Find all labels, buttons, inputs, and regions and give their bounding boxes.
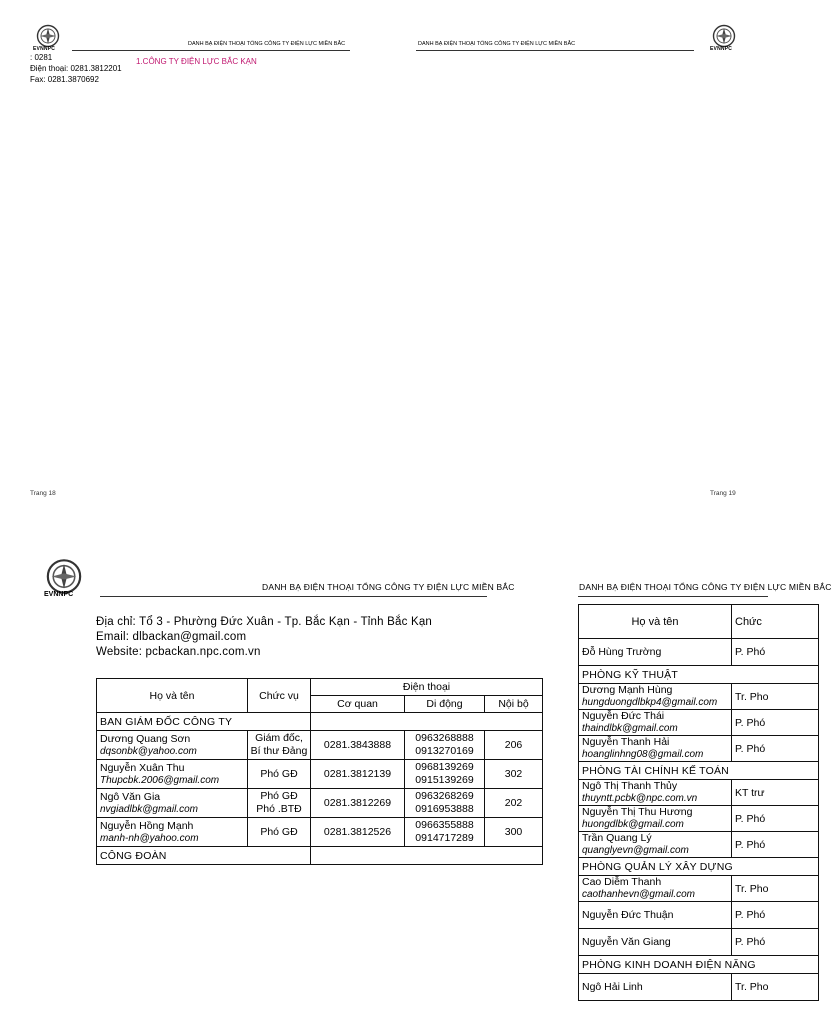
logo-text: EVNNPC	[710, 46, 733, 52]
person-cell	[579, 684, 732, 710]
table-row	[579, 710, 819, 736]
person-email: hungduongdlbkp4@gmail.com	[582, 697, 718, 708]
person-name: Ngô Thị Thanh Thủy	[582, 780, 678, 792]
person-position: Tr. Pho	[732, 974, 819, 1001]
person-name: Nguyễn Thanh Hải	[582, 736, 670, 748]
section-row	[579, 666, 819, 684]
person-name: Trần Quang Lý	[582, 832, 652, 844]
logo-text: EVNNPC	[33, 46, 56, 52]
section-title: 1.CÔNG TY ĐIỆN LỰC BẮC KẠN	[136, 57, 257, 66]
col-header-position: Chức	[732, 605, 819, 639]
header-title-left: DANH BẠ ĐIỆN THOẠI TỔNG CÔNG TY ĐIỆN LỰC MIỀN BẮC	[188, 41, 346, 47]
person-name: Nguyễn Thị Thu Hương	[582, 806, 693, 818]
person-position-2: Bí thư Đảng	[250, 745, 308, 757]
person-name: Nguyễn Văn Giang	[582, 935, 671, 948]
table-row	[579, 736, 819, 762]
table-row	[579, 974, 819, 1001]
person-cell	[579, 876, 732, 902]
right-table-clip	[578, 604, 768, 1024]
person-position: P. Phó	[732, 710, 819, 736]
table-row	[579, 639, 819, 666]
person-email: hoanglinhng08@gmail.com	[582, 749, 704, 760]
person-name: Ngô Văn Gia	[100, 790, 161, 803]
col-header-name: Họ và tên	[579, 605, 732, 639]
person-name: Nguyễn Hồng Mạnh	[100, 819, 194, 832]
person-email: caothanhevn@gmail.com	[582, 889, 695, 900]
internal-phone: 300	[485, 818, 543, 847]
table-row	[579, 832, 819, 858]
person-cell	[579, 736, 732, 762]
person-email: thaindlbk@gmail.com	[582, 723, 678, 734]
header-rule	[100, 596, 487, 597]
phone-line: Điện thoại: 0281.3812201	[30, 64, 122, 73]
email: Email: dlbackan@gmail.com	[96, 631, 247, 643]
person-cell	[579, 929, 732, 956]
header-title: DANH BẠ ĐIỆN THOẠI TỔNG CÔNG TY ĐIỆN LỰC MIỀN BẮC	[262, 582, 515, 592]
office-phone: 0281.3812269	[311, 789, 405, 818]
fax-line: Fax: 0281.3870692	[30, 75, 99, 84]
col-header-phone: Điện thoại	[311, 679, 543, 696]
table-row	[579, 780, 819, 806]
person-email: thuyntt.pcbk@npc.com.vn	[582, 793, 698, 804]
mobile-phone-2: 0915139269	[415, 774, 474, 786]
person-position: P. Phó	[732, 806, 819, 832]
person-name: Cao Diễm Thanh	[582, 876, 662, 888]
office-phone: 0281.3843888	[311, 731, 405, 760]
person-name: Nguyễn Xuân Thu	[100, 761, 185, 774]
office-phone: 0281.3812526	[311, 818, 405, 847]
col-header-mobile: Di động	[405, 696, 485, 713]
header-title-right: DANH BẠ ĐIỆN THOẠI TỔNG CÔNG TY ĐIỆN LỰC MIỀN BẮC	[579, 582, 832, 592]
table-row	[97, 760, 543, 789]
person-email: nvgiadlbk@gmail.com	[100, 803, 198, 815]
person-name: Dương Quang Sơn	[100, 732, 191, 745]
person-position: P. Phó	[732, 832, 819, 858]
mobile-phone-2: 0913270169	[415, 745, 474, 757]
right-contact-table	[578, 604, 819, 1001]
person-cell	[579, 902, 732, 929]
person-position: Phó GĐ	[260, 825, 298, 838]
person-cell	[579, 806, 732, 832]
person-cell	[579, 780, 732, 806]
address: Địa chỉ: Tổ 3 - Phường Đức Xuân - Tp. Bắc Kạn - Tỉnh Bắc Kạn	[96, 616, 433, 628]
mobile-phone: 0968139269	[415, 761, 474, 773]
col-header-office: Cơ quan	[311, 696, 405, 713]
person-email: huongdlbk@gmail.com	[582, 819, 684, 830]
table-row	[579, 876, 819, 902]
person-name: Dương Mạnh Hùng	[582, 684, 673, 696]
empty-cell	[311, 847, 543, 865]
mobile-phone-2: 0916953888	[415, 803, 474, 815]
section-title: PHÒNG KỸ THUẬT	[579, 666, 819, 684]
person-cell	[579, 639, 732, 666]
person-position: KT trư	[732, 780, 819, 806]
person-position: Giám đốc,	[255, 732, 303, 744]
person-email: quanglyevn@gmail.com	[582, 845, 689, 856]
col-header-name: Họ và tên	[97, 679, 248, 713]
person-cell	[579, 974, 732, 1001]
person-cell	[579, 710, 732, 736]
person-position: P. Phó	[732, 736, 819, 762]
person-name: Nguyễn Đức Thuận	[582, 908, 674, 921]
internal-phone: 206	[485, 731, 543, 760]
section-title: PHÒNG KINH DOANH ĐIỆN NĂNG	[579, 956, 819, 974]
header-rule-right	[416, 50, 694, 51]
mobile-phone-2: 0914717289	[415, 832, 474, 844]
page-number-right: Trang 19	[710, 490, 736, 497]
internal-phone: 202	[485, 789, 543, 818]
col-header-position: Chức vụ	[248, 679, 311, 713]
section-row	[579, 762, 819, 780]
table-row	[579, 806, 819, 832]
person-name: Ngô Hải Linh	[582, 980, 643, 993]
section-title: PHÒNG TÀI CHÍNH KẾ TOÁN	[579, 762, 819, 780]
person-position: P. Phó	[732, 929, 819, 956]
table-row	[579, 929, 819, 956]
section-row	[579, 956, 819, 974]
table-row	[97, 789, 543, 818]
person-position: Tr. Pho	[732, 876, 819, 902]
contact-table	[96, 678, 543, 865]
mobile-phone: 0963268888	[415, 732, 474, 744]
person-cell	[579, 832, 732, 858]
person-email: manh-nh@yahoo.com	[100, 832, 199, 844]
person-email: Thupcbk.2006@gmail.com	[100, 774, 220, 786]
page-number-left: Trang 18	[30, 490, 56, 497]
person-email: dqsonbk@yahoo.com	[100, 745, 197, 757]
header-rule-right	[578, 596, 768, 597]
person-name: Đỗ Hùng Trường	[582, 645, 662, 658]
header-title-right: DANH BẠ ĐIỆN THOẠI TỔNG CÔNG TY ĐIỆN LỰC MIỀN BẮC	[418, 41, 576, 47]
internal-phone: 302	[485, 760, 543, 789]
person-position: P. Phó	[732, 639, 819, 666]
table-row	[579, 902, 819, 929]
header-rule-left	[72, 50, 350, 51]
person-name: Nguyễn Đức Thái	[582, 710, 665, 722]
website: Website: pcbackan.npc.com.vn	[96, 646, 261, 658]
person-position-2: Phó .BTĐ	[256, 803, 302, 815]
table-row	[97, 818, 543, 847]
logo-text: EVNNPC	[44, 591, 74, 598]
col-header-internal: Nội bộ	[485, 696, 543, 713]
section-title: PHÒNG QUẢN LÝ XÂY DỰNG	[579, 858, 819, 876]
area-code: : 0281	[30, 53, 53, 62]
section-row: BAN GIÁM ĐỐC CÔNG TY	[97, 713, 311, 731]
person-position: Phó GĐ	[260, 767, 298, 780]
mobile-phone: 0963268269	[415, 790, 474, 802]
section-row: CÔNG ĐOÀN	[97, 847, 311, 865]
office-phone: 0281.3812139	[311, 760, 405, 789]
person-position: Phó GĐ	[260, 790, 298, 802]
table-row	[579, 684, 819, 710]
section-row	[579, 858, 819, 876]
person-position: Tr. Pho	[732, 684, 819, 710]
person-position: P. Phó	[732, 902, 819, 929]
empty-cell	[311, 713, 543, 731]
table-row	[97, 731, 543, 760]
mobile-phone: 0966355888	[415, 819, 474, 831]
